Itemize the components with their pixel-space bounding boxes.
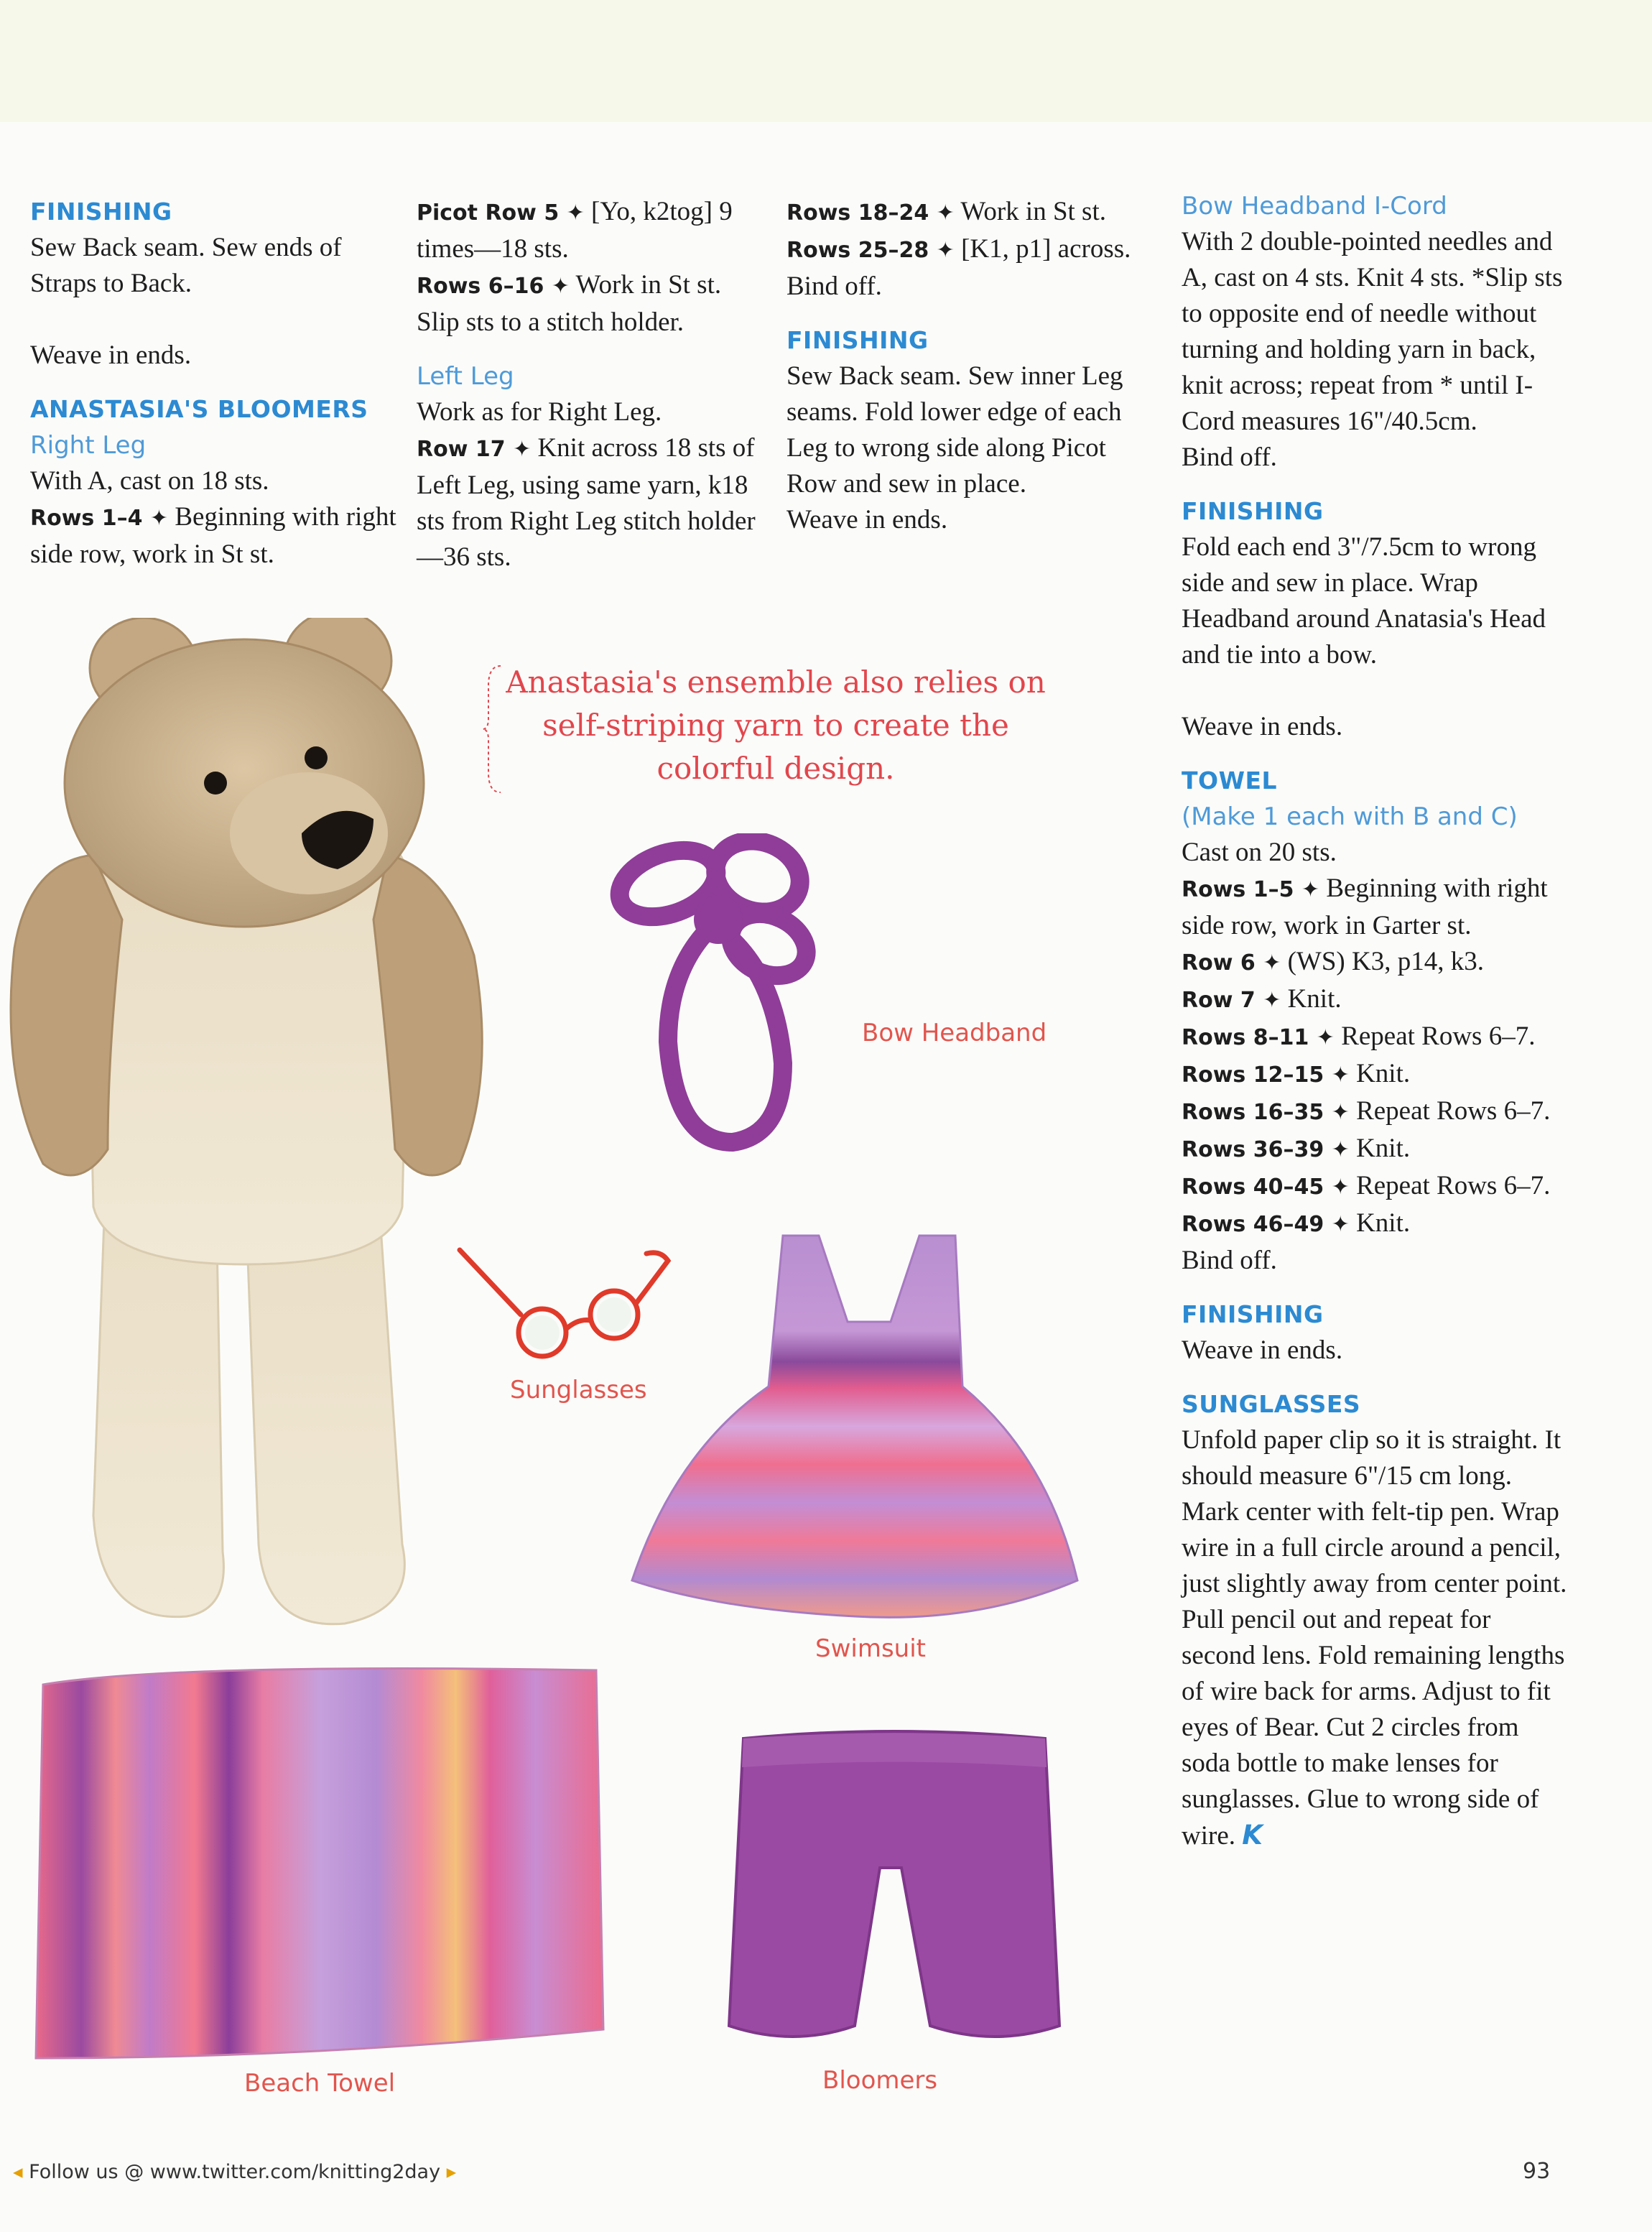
towel-heading: TOWEL bbox=[1182, 767, 1278, 795]
end-mark: K bbox=[1242, 1820, 1263, 1851]
swimsuit-image bbox=[618, 1221, 1135, 1624]
towel-row bbox=[1182, 1056, 1569, 1093]
towel-row-text: Knit. bbox=[1349, 1208, 1411, 1238]
picot-row-text: [Yo, k2tog] 9 times—18 sts. bbox=[417, 197, 733, 264]
towel-bind-off: Bind off. bbox=[1182, 1246, 1277, 1275]
finishing-heading: FINISHING bbox=[786, 326, 929, 354]
towel-row-label: Rows 8–11 ✦ bbox=[1182, 1025, 1335, 1050]
towel-row-label: Rows 36–39 ✦ bbox=[1182, 1137, 1350, 1162]
towel-row-label: Rows 12–15 ✦ bbox=[1182, 1062, 1350, 1088]
rows-18-24 bbox=[786, 194, 1160, 231]
column-1 bbox=[30, 194, 404, 573]
rows-25-28 bbox=[786, 231, 1160, 269]
finishing-heading: FINISHING bbox=[30, 198, 172, 226]
left-leg-heading: Left Leg bbox=[417, 362, 514, 391]
weave-text: Weave in ends. bbox=[1182, 712, 1343, 741]
towel-subheading: (Make 1 each with B and C) bbox=[1182, 802, 1518, 831]
finishing-heading: FINISHING bbox=[1182, 1300, 1324, 1328]
towel-row-text: Repeat Rows 6–7. bbox=[1349, 1171, 1551, 1200]
icord-text: With 2 double-pointed needles and A, cast on 4 sts. Knit 4 sts. *Slip sts to opposite end of needle without turning and holding yarn in back, knit across; repeat from * until I-Cord measures 16"/40.5cm. bbox=[1182, 227, 1563, 436]
towel-row-label: Row 7 ✦ bbox=[1182, 988, 1281, 1013]
bloomers-caption: Bloomers bbox=[822, 2066, 938, 2095]
picot-row-label: Picot Row 5 ✦ bbox=[417, 200, 585, 226]
finishing-text: Sew Back seam. Sew ends of Straps to Back. bbox=[30, 233, 342, 298]
callout-text: Anastasia's ensemble also relies on self-striping yarn to create the colorful design. bbox=[506, 664, 1046, 786]
swimsuit-caption: Swimsuit bbox=[815, 1634, 926, 1663]
towel-row-label: Rows 46–49 ✦ bbox=[1182, 1212, 1350, 1237]
towel-row-text: (WS) K3, p14, k3. bbox=[1281, 947, 1484, 976]
towel-row bbox=[1182, 1093, 1569, 1131]
sunglasses-text bbox=[1182, 1422, 1569, 1854]
top-band bbox=[0, 0, 1652, 122]
weave-text: Weave in ends. bbox=[30, 341, 192, 370]
towel-row bbox=[1182, 944, 1569, 981]
bow-headband-caption: Bow Headband bbox=[862, 1019, 1047, 1047]
sunglasses-instructions: Unfold paper clip so it is straight. It should measure 6"/15 cm long. Mark center with felt-tip pen. Wrap wire in a full circle around a pencil, just slightly away from center point. Pull pencil out and repeat for second lens. Fold remaining lengths of wire back for arms. Adjust to fit eyes of Bear. Cut 2 circles from soda bottle to make lenses for sunglasses. Glue to wrong side of wire. bbox=[1182, 1425, 1567, 1851]
footer bbox=[13, 2161, 456, 2183]
bloomers-image bbox=[722, 1724, 1067, 2055]
towel-cast-on: Cast on 20 sts. bbox=[1182, 838, 1337, 867]
towel-row-text: Knit. bbox=[1281, 984, 1342, 1014]
towel-row-label: Rows 1–5 ✦ bbox=[1182, 877, 1320, 902]
towel-row-label: Rows 16–35 ✦ bbox=[1182, 1100, 1350, 1125]
beach-towel-image bbox=[29, 1656, 618, 2073]
picot-row bbox=[417, 194, 761, 267]
column-2 bbox=[417, 194, 761, 575]
towel-row-text: Repeat Rows 6–7. bbox=[1334, 1022, 1536, 1051]
right-leg-heading: Right Leg bbox=[30, 431, 147, 460]
towel-row bbox=[1182, 1205, 1569, 1243]
icord-heading: Bow Headband I-Cord bbox=[1182, 192, 1447, 221]
right-arrow-icon: ▸ bbox=[446, 2161, 457, 2183]
rows-25-28-text: [K1, p1] across. bbox=[954, 234, 1131, 264]
rows-18-24-text: Work in St st. bbox=[954, 197, 1106, 226]
cast-on-text: With A, cast on 18 sts. bbox=[30, 466, 269, 496]
left-leg-text: Work as for Right Leg. bbox=[417, 397, 662, 427]
twitter-follow-link[interactable]: Follow us @ www.twitter.com/knitting2day bbox=[29, 2161, 441, 2183]
finishing-text: Sew Back seam. Sew inner Leg seams. Fold lower edge of each Leg to wrong side along Picot Row and sew in place. bbox=[786, 361, 1123, 499]
page-number: 93 bbox=[1523, 2159, 1551, 2184]
towel-row bbox=[1182, 1131, 1569, 1168]
towel-row-text: Knit. bbox=[1349, 1134, 1411, 1163]
rows-18-24-label: Rows 18–24 ✦ bbox=[786, 200, 955, 226]
row-17 bbox=[417, 430, 761, 575]
finishing-heading: FINISHING bbox=[1182, 497, 1324, 525]
weave-text: Weave in ends. bbox=[786, 505, 948, 534]
row-17-label: Row 17 ✦ bbox=[417, 437, 532, 462]
towel-row bbox=[1182, 1168, 1569, 1205]
column-3 bbox=[786, 194, 1160, 538]
rows-25-28-label: Rows 25–28 ✦ bbox=[786, 238, 955, 263]
finishing-text: Fold each end 3"/7.5cm to wrong side and sew in place. Wrap Headband around Anatasia's Head and tie into a bow. bbox=[1182, 532, 1546, 670]
towel-row-text: Repeat Rows 6–7. bbox=[1349, 1096, 1551, 1126]
row-17-text: Knit across 18 sts of Left Leg, using same yarn, k18 sts from Right Leg stitch holder—36 sts. bbox=[417, 433, 756, 572]
towel-row-label: Rows 40–45 ✦ bbox=[1182, 1175, 1350, 1200]
towel-row-label: Row 6 ✦ bbox=[1182, 950, 1281, 976]
towel-row bbox=[1182, 981, 1569, 1019]
rows-1-4-label: Rows 1–4 ✦ bbox=[30, 506, 169, 531]
bloomers-heading: ANASTASIA'S BLOOMERS bbox=[30, 395, 368, 423]
rows-1-4 bbox=[30, 499, 404, 573]
bind-off-text: Bind off. bbox=[786, 272, 882, 301]
sunglasses-heading: SUNGLASSES bbox=[1182, 1390, 1361, 1418]
rows-1-4-text: Beginning with right side row, work in St st. bbox=[30, 502, 396, 569]
rows-6-16-text: Work in St st. Slip sts to a stitch holder. bbox=[417, 270, 722, 337]
towel-row bbox=[1182, 1019, 1569, 1056]
finishing-text: Weave in ends. bbox=[1182, 1335, 1343, 1365]
sunglasses-caption: Sunglasses bbox=[510, 1376, 647, 1404]
bind-off-text: Bind off. bbox=[1182, 443, 1277, 472]
towel-row-text: Knit. bbox=[1349, 1059, 1411, 1088]
teddy-bear-image bbox=[0, 618, 488, 1645]
rows-6-16-label: Rows 6–16 ✦ bbox=[417, 274, 570, 299]
beach-towel-caption: Beach Towel bbox=[244, 2069, 396, 2098]
left-arrow-icon: ◂ bbox=[13, 2161, 23, 2183]
towel-row-text: Beginning with right side row, work in Garter st. bbox=[1182, 874, 1548, 940]
rows-6-16 bbox=[417, 267, 761, 341]
towel-row bbox=[1182, 871, 1569, 944]
bow-headband-image bbox=[589, 833, 862, 1164]
column-4 bbox=[1182, 188, 1569, 1854]
